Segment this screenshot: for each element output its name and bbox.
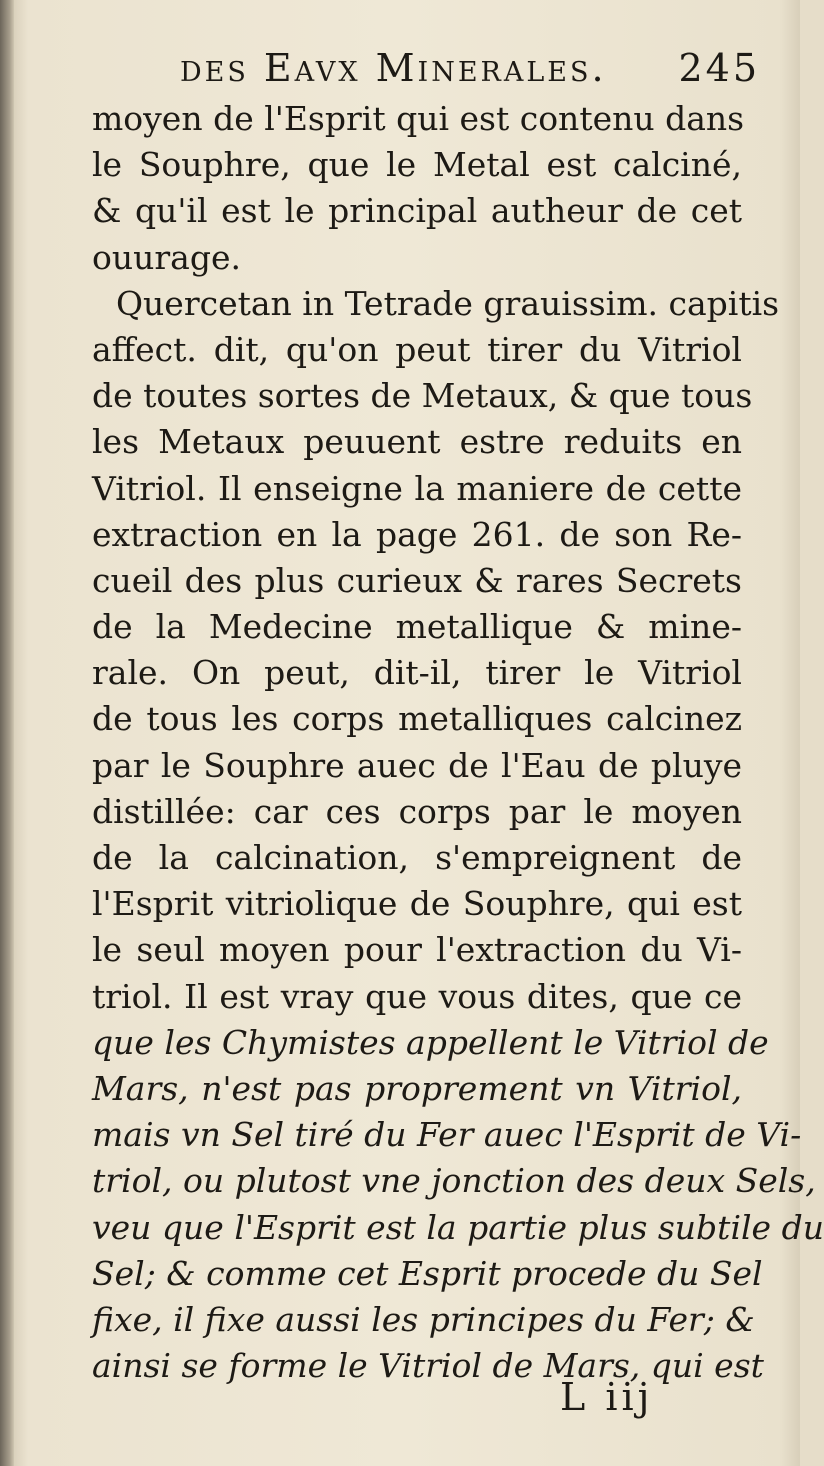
text-line: Mars, n'est pas proprement vn Vitriol, <box>92 1068 742 1108</box>
running-title: des Eavx Minerales. <box>180 46 607 90</box>
text-line: le Souphre, que le Metal est calciné, <box>92 145 742 185</box>
text-line: Quercetan in Tetrade grauissim. capitis <box>116 283 780 323</box>
text-line: de la calcination, s'empreignent de <box>92 838 742 877</box>
text-line: de tous les corps metalliques calcinez <box>92 699 742 739</box>
text-line: triol. Il est vray que vous dites, que ce <box>92 976 742 1016</box>
text-line: & qu'il est le principal autheur de cet <box>92 191 742 231</box>
text-line: distillée: car ces corps par le moyen <box>92 791 742 831</box>
text-line: moyen de l'Esprit qui est contenu dans <box>92 99 745 138</box>
page-gutter <box>0 0 14 1466</box>
text-line: le seul moyen pour l'extraction du Vi- <box>92 930 742 970</box>
text-line: de la Medecine metallique & mine- <box>92 607 742 647</box>
text-line: veu que l'Esprit est la partie plus subtile du <box>92 1207 824 1247</box>
text-line: de toutes sortes de Metaux, & que tous <box>92 376 753 416</box>
text-line: que les Chymistes appellent le Vitriol de <box>92 1022 769 1062</box>
text-line: fixe, il fixe aussi les principes du Fer; & <box>92 1299 755 1339</box>
text-line: ainsi se forme le Vitriol de Mars, qui est <box>92 1346 764 1386</box>
text-line: Sel; & comme cet Esprit procede du Sel <box>92 1253 763 1293</box>
text-line: les Metaux peuuent estre reduits en <box>92 422 742 462</box>
page-number: 245 <box>678 46 760 90</box>
text-line: l'Esprit vitriolique de Souphre, qui est <box>92 884 742 924</box>
text-line: affect. dit, qu'on peut tirer du Vitriol <box>92 329 742 369</box>
text-line: triol, ou plutost vne jonction des deux Sels, <box>92 1161 816 1201</box>
text-line: par le Souphre auec de l'Eau de pluye <box>92 745 742 785</box>
running-header <box>180 40 760 100</box>
text-line: Vitriol. Il enseigne la maniere de cette <box>92 468 742 508</box>
text-line: mais vn Sel tiré du Fer auec l'Esprit de Vi- <box>92 1115 802 1155</box>
text-line: cueil des plus curieux & rares Secrets <box>92 560 742 600</box>
text-line: rale. On peut, dit-il, tirer le Vitriol <box>92 653 742 693</box>
text-line: ouurage. <box>92 237 241 277</box>
signature-mark: L iij <box>560 1375 654 1419</box>
text-block <box>92 96 824 1389</box>
text-line: extraction en la page 261. de son Re- <box>92 514 742 554</box>
